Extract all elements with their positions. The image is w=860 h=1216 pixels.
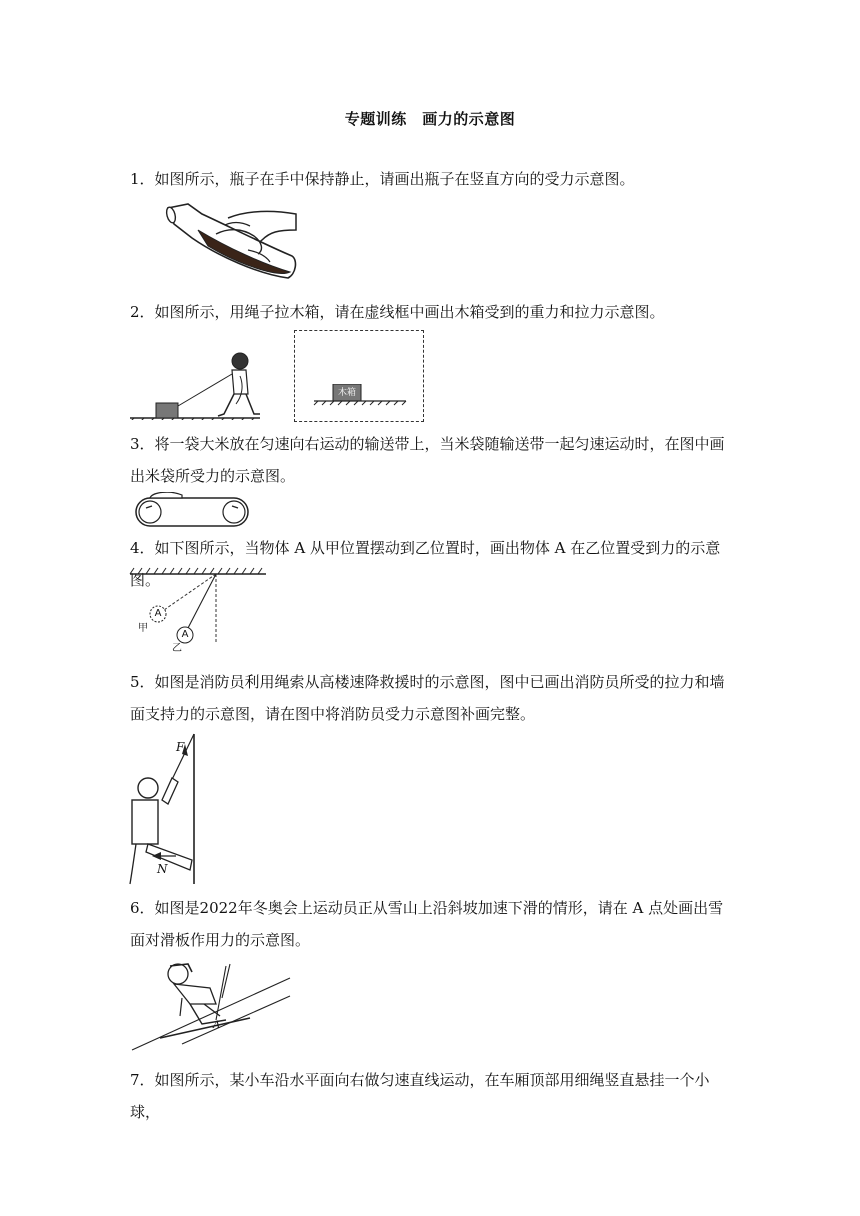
bottle-in-hand-figure [158, 200, 298, 284]
question-4-text: 4．如下图所示，当物体 A 从甲位置摆动到乙位置时，画出物体 A 在乙位置受到力的示意图。 [130, 539, 721, 589]
question-5-text: 5．如图是消防员利用绳索从高楼速降救援时的示意图，图中已画出消防员所受的拉力和墙面支持力的示意图，请在图中将消防员受力示意图补画完整。 [130, 673, 725, 723]
point-a-label: A [213, 1020, 221, 1031]
ball-a-label-jia: A [154, 608, 162, 619]
answer-box [294, 330, 424, 422]
skier-figure [130, 958, 292, 1052]
boy-pulling-box-figure [130, 348, 266, 420]
question-6-text: 6．如图是2022年冬奥会上运动员正从雪山上沿斜坡加速下滑的情形，请在 A 点处画出雪面对滑板作用力的示意图。 [130, 899, 724, 949]
question-7-text: 7．如图所示，某小车沿水平面向右做匀速直线运动，在车厢顶部用细绳竖直悬挂一个小球， [130, 1071, 710, 1121]
question-3-text: 3．将一袋大米放在匀速向右运动的输送带上，当米袋随输送带一起匀速运动时，在图中画出米袋所受力的示意图。 [130, 435, 725, 485]
ball-a-label-yi: A [181, 629, 189, 640]
position-jia-label: 甲 [138, 623, 148, 634]
conveyor-belt-figure [128, 492, 256, 530]
force-n-label: N [157, 862, 168, 876]
force-f-label: F [176, 740, 185, 754]
position-yi-label: 乙 [172, 643, 182, 654]
wooden-box-label: 木箱 [337, 388, 356, 398]
pendulum-figure [128, 566, 268, 656]
question-1-text: 1．如图所示，瓶子在手中保持静止，请画出瓶子在竖直方向的受力示意图。 [130, 170, 635, 188]
question-2-text: 2．如图所示，用绳子拉木箱，请在虚线框中画出木箱受到的重力和拉力示意图。 [130, 303, 665, 321]
page-title: 专题训练 画力的示意图 [344, 110, 516, 128]
